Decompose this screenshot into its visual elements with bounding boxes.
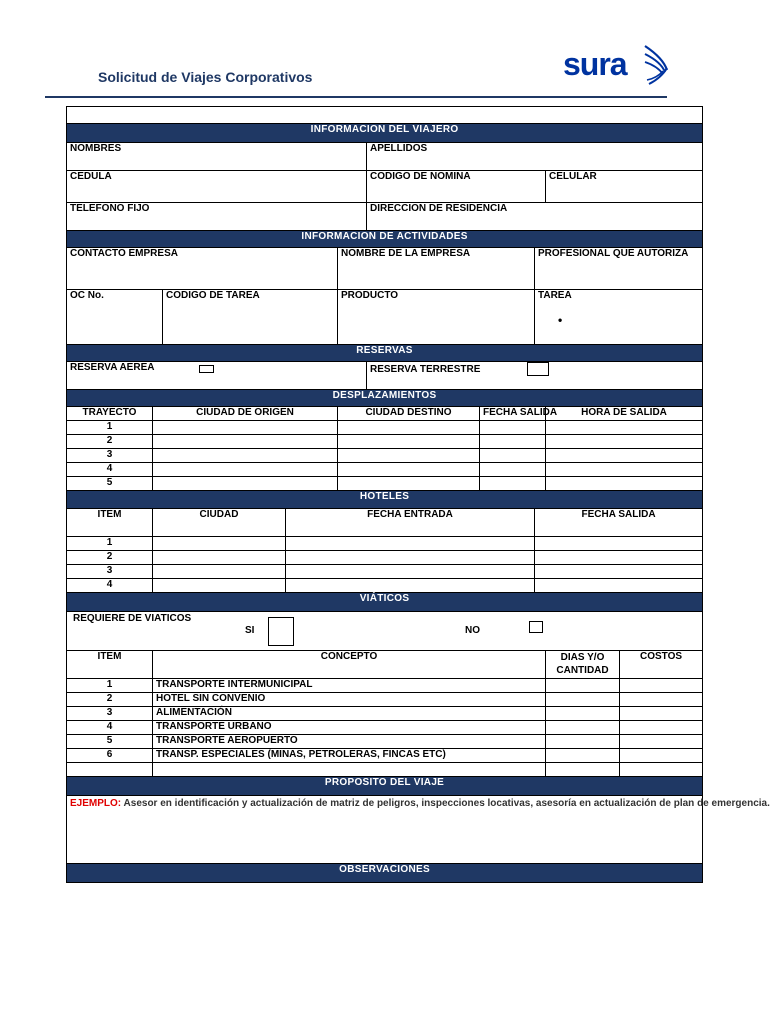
per-diem-item: 3 (67, 707, 153, 721)
hotel-checkout-cell[interactable] (535, 565, 703, 579)
example-text: Asesor en identificación y actualización de matriz de peligros, inspecciones locativas, asesoría en actualización de plan de emergencia. (121, 798, 770, 809)
requiere-viaticos-label: REQUIERE DE VIATICOS (73, 613, 192, 624)
trip-number: 5 (67, 477, 153, 491)
per-diem-costo-cell[interactable] (620, 707, 703, 721)
per-diem-costo-cell[interactable] (620, 693, 703, 707)
per-diem-col-concepto: CONCEPTO (153, 651, 546, 679)
trip-time-cell[interactable] (546, 435, 703, 449)
per-diem-dias-cell[interactable] (546, 693, 620, 707)
per-diem-concepto: ALIMENTACIÓN (153, 707, 546, 721)
reserva-terrestre-field (367, 362, 703, 390)
table-row (67, 693, 703, 707)
hotel-checkout-cell[interactable] (535, 551, 703, 565)
hotels-col-entrada: FECHA ENTRADA (286, 509, 535, 537)
sura-swoosh-icon (643, 44, 671, 86)
trip-destination-cell[interactable] (338, 449, 480, 463)
trip-time-cell[interactable] (546, 463, 703, 477)
trip-origin-cell[interactable] (153, 449, 338, 463)
table-row (67, 749, 703, 763)
apellidos-field[interactable]: APELLIDOS (367, 143, 703, 171)
codigo-nomina-field[interactable]: CODIGO DE NOMINA (367, 171, 546, 203)
per-diem-dias-cell[interactable] (546, 749, 620, 763)
section-per-diem: VIÁTICOS (67, 593, 703, 612)
oc-field[interactable]: OC No. (67, 290, 163, 345)
trips-col-hora: HORA DE SALIDA (546, 407, 703, 421)
trip-destination-cell[interactable] (338, 477, 480, 491)
section-trip-purpose: PROPOSITO DEL VIAJE (67, 777, 703, 796)
per-diem-item: 1 (67, 679, 153, 693)
per-diem-item: 2 (67, 693, 153, 707)
trip-number: 1 (67, 421, 153, 435)
per-diem-dias-cell[interactable] (546, 707, 620, 721)
section-reservations: RESERVAS (67, 345, 703, 362)
hotel-item-number: 3 (67, 565, 153, 579)
trip-date-cell[interactable] (480, 435, 546, 449)
per-diem-costo-cell[interactable] (620, 749, 703, 763)
hotel-item-number: 1 (67, 537, 153, 551)
purpose-field[interactable] (67, 796, 770, 864)
celular-field[interactable]: CELULAR (546, 171, 703, 203)
per-diem-costo-cell[interactable] (620, 735, 703, 749)
trip-origin-cell[interactable] (153, 435, 338, 449)
trip-number: 2 (67, 435, 153, 449)
table-row (67, 537, 703, 551)
table-row (67, 679, 703, 693)
trip-destination-cell[interactable] (338, 421, 480, 435)
per-diem-dias-cell[interactable] (546, 721, 620, 735)
per-diem-col-dias-line2: CANTIDAD (556, 665, 609, 676)
hotel-item-number: 4 (67, 579, 153, 593)
table-row (67, 421, 703, 435)
table-row (67, 707, 703, 721)
tarea-bullet: • (558, 313, 563, 327)
per-diem-dias-cell[interactable] (546, 763, 620, 777)
hotels-col-ciudad: CIUDAD (153, 509, 286, 537)
hotels-col-item: ITEM (67, 509, 153, 537)
trips-col-origen: CIUDAD DE ORIGEN (153, 407, 338, 421)
trip-date-cell[interactable] (480, 421, 546, 435)
top-spacer (67, 107, 703, 124)
section-trips: DESPLAZAMIENTOS (67, 390, 703, 407)
no-label: NO (465, 625, 480, 636)
per-diem-col-dias (546, 651, 620, 679)
per-diem-concepto: TRANSPORTE URBANO (153, 721, 546, 735)
codigo-tarea-field[interactable]: CODIGO DE TAREA (163, 290, 338, 345)
reserva-aerea-checkbox[interactable] (199, 365, 214, 373)
hotel-checkin-cell[interactable] (286, 537, 535, 551)
table-row (67, 565, 703, 579)
hotel-city-cell[interactable] (153, 579, 286, 593)
per-diem-item: 4 (67, 721, 153, 735)
section-traveler-info: INFORMACION DEL VIAJERO (67, 124, 703, 143)
trips-col-trayecto: TRAYECTO (67, 407, 153, 421)
per-diem-concepto: HOTEL SIN CONVENIO (153, 693, 546, 707)
trip-number: 3 (67, 449, 153, 463)
per-diem-col-dias-line1: DIAS Y/O (560, 652, 605, 663)
section-hotels: HOTELES (67, 491, 703, 509)
per-diem-concepto-empty[interactable] (153, 763, 546, 777)
per-diem-concepto: TRANSPORTE AEROPUERTO (153, 735, 546, 749)
table-row (67, 435, 703, 449)
producto-field[interactable]: PRODUCTO (338, 290, 535, 345)
example-label: EJEMPLO: (70, 798, 122, 809)
per-diem-col-costos: COSTOS (620, 651, 703, 679)
per-diem-col-item: ITEM (67, 651, 153, 679)
hotel-checkin-cell[interactable] (286, 551, 535, 565)
per-diem-costo-cell[interactable] (620, 721, 703, 735)
section-activities-info: INFORMACION DE ACTIVIDADES (67, 231, 703, 248)
per-diem-costo-cell[interactable] (620, 763, 703, 777)
reserva-terrestre-label: RESERVA TERRESTRE (370, 364, 481, 375)
per-diem-concepto: TRANSPORTE INTERMUNICIPAL (153, 679, 546, 693)
per-diem-item-empty (67, 763, 153, 777)
hotel-city-cell[interactable] (153, 537, 286, 551)
table-row (67, 463, 703, 477)
per-diem-dias-cell[interactable] (546, 679, 620, 693)
per-diem-item: 6 (67, 749, 153, 763)
trip-time-cell[interactable] (546, 449, 703, 463)
reserva-terrestre-checkbox[interactable] (527, 362, 549, 376)
tarea-label: TAREA (538, 290, 572, 301)
trip-destination-cell[interactable] (338, 435, 480, 449)
si-label: SI (245, 625, 255, 636)
trips-col-destino: CIUDAD DESTINO (338, 407, 480, 421)
si-checkbox[interactable] (268, 617, 294, 646)
section-observations: OBSERVACIONES (67, 864, 703, 883)
hotel-checkout-cell[interactable] (535, 537, 703, 551)
per-diem-dias-cell[interactable] (546, 735, 620, 749)
per-diem-item: 5 (67, 735, 153, 749)
cedula-field[interactable]: CEDULA (67, 171, 367, 203)
per-diem-concepto: TRANSP. ESPECIALES (MINAS, PETROLERAS, FINCAS ETC) (153, 749, 546, 763)
table-row (67, 763, 703, 777)
logo-text: sura (563, 46, 627, 82)
nombres-field[interactable]: NOMBRES (67, 143, 367, 171)
hotel-checkin-cell[interactable] (286, 579, 535, 593)
trip-number: 4 (67, 463, 153, 477)
hotel-city-cell[interactable] (153, 565, 286, 579)
hotel-item-number: 2 (67, 551, 153, 565)
hotel-city-cell[interactable] (153, 551, 286, 565)
telefono-field[interactable]: TELEFONO FIJO (67, 203, 367, 231)
hotel-checkin-cell[interactable] (286, 565, 535, 579)
trip-date-cell[interactable] (480, 477, 546, 491)
requiere-viaticos-field (67, 612, 703, 651)
per-diem-costo-cell[interactable] (620, 679, 703, 693)
document-title: Solicitud de Viajes Corporativos (98, 69, 313, 85)
hotels-col-salida: FECHA SALIDA (535, 509, 703, 537)
trip-origin-cell[interactable] (153, 477, 338, 491)
trip-destination-cell[interactable] (338, 463, 480, 477)
trip-origin-cell[interactable] (153, 463, 338, 477)
table-row (67, 735, 703, 749)
table-row (67, 551, 703, 565)
trips-col-fecha: FECHA SALIDA (480, 407, 546, 421)
header-rule (45, 96, 667, 98)
profesional-autoriza-field[interactable]: PROFESIONAL QUE AUTORIZA (535, 248, 703, 290)
table-row (67, 721, 703, 735)
trip-date-cell[interactable] (480, 449, 546, 463)
direccion-field[interactable]: DIRECCION DE RESIDENCIA (367, 203, 703, 231)
table-row (67, 477, 703, 491)
contacto-empresa-field[interactable]: CONTACTO EMPRESA (67, 248, 338, 290)
trip-origin-cell[interactable] (153, 421, 338, 435)
table-row (67, 579, 703, 593)
reserva-aerea-field (67, 362, 367, 390)
no-checkbox[interactable] (529, 621, 543, 633)
tarea-field[interactable] (535, 290, 703, 345)
hotel-checkout-cell[interactable] (535, 579, 703, 593)
travel-request-form (66, 106, 770, 883)
nombre-empresa-field[interactable]: NOMBRE DE LA EMPRESA (338, 248, 535, 290)
table-row (67, 449, 703, 463)
trip-time-cell[interactable] (546, 421, 703, 435)
trip-time-cell[interactable] (546, 477, 703, 491)
sura-logo (563, 44, 671, 88)
reserva-aerea-label: RESERVA AEREA (70, 362, 155, 373)
trip-date-cell[interactable] (480, 463, 546, 477)
